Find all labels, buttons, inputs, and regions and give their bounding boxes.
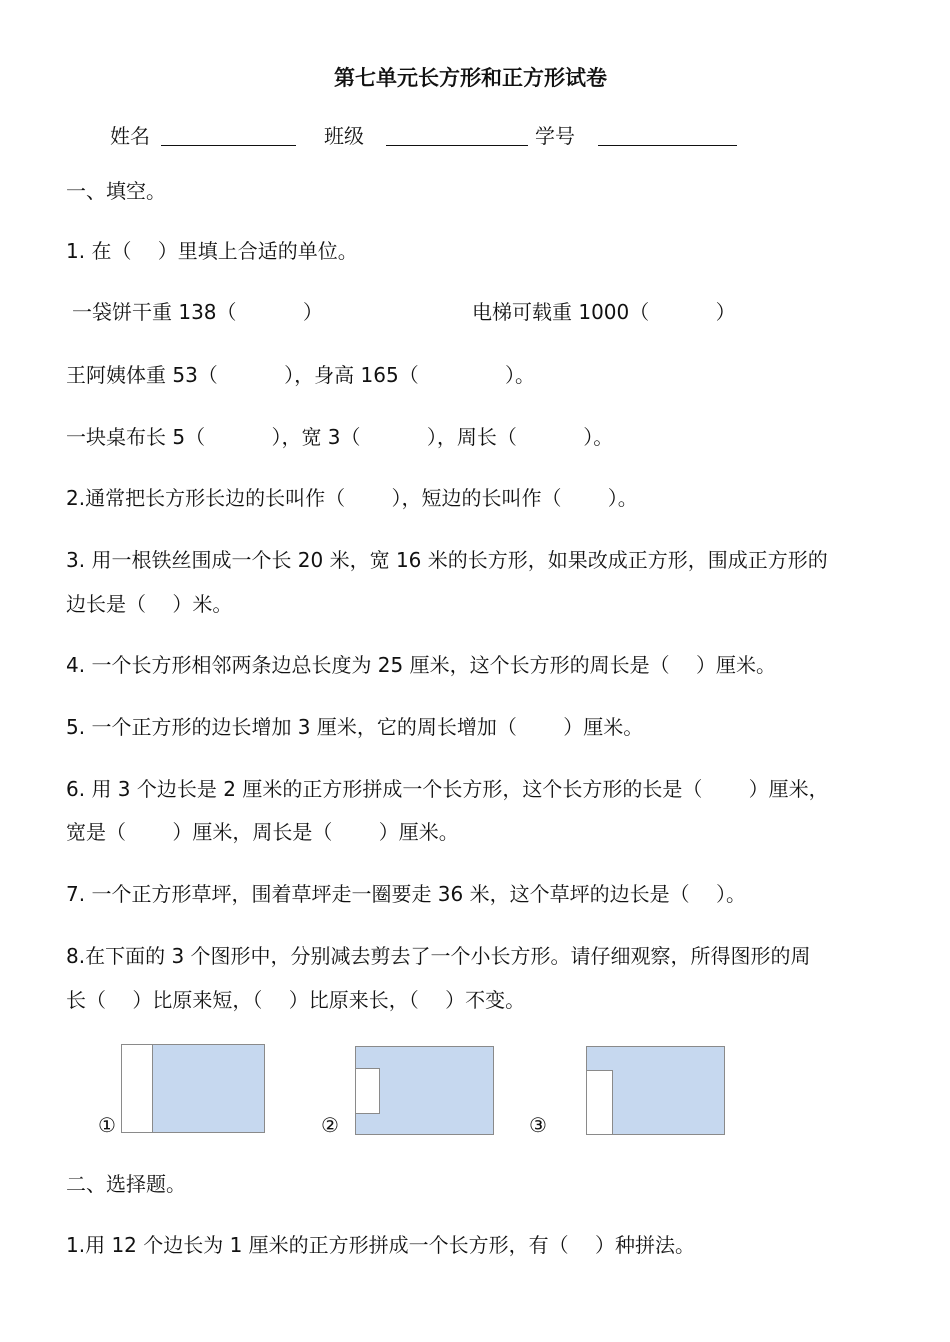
question-6-line-1: 6. 用 3 个边长是 2 厘米的正方形拼成一个长方形，这个长方形的长是（ ）厘米， [66, 777, 829, 801]
figure-1-cutout [121, 1044, 153, 1133]
question-1-line-c: 一块桌布长 5（ ），宽 3（ ），周长（ ）。 [66, 425, 614, 449]
choice-question-1: 1.用 12 个边长为 1 厘米的正方形拼成一个长方形，有（ ）种拼法。 [66, 1233, 696, 1257]
page-title: 第七单元长方形和正方形试卷 [334, 66, 607, 90]
question-7: 7. 一个正方形草坪，围着草坪走一圈要走 36 米，这个草坪的边长是（ ）。 [66, 882, 746, 906]
name-blank[interactable] [161, 145, 296, 146]
question-4: 4. 一个长方形相邻两条边总长度为 25 厘米，这个长方形的周长是（ ）厘米。 [66, 653, 776, 677]
question-8-line-2: 长（ ）比原来短，（ ）比原来长，（ ）不变。 [66, 988, 526, 1012]
student-id-label: 学号 [535, 124, 575, 148]
name-label: 姓名 [110, 124, 150, 148]
question-2: 2.通常把长方形长边的长叫作（ ），短边的长叫作（ ）。 [66, 486, 638, 510]
class-label: 班级 [324, 124, 364, 148]
student-id-blank[interactable] [598, 145, 737, 146]
question-3-line-2: 边长是（ ）米。 [66, 592, 233, 616]
question-1-prompt: 1. 在（ ）里填上合适的单位。 [66, 239, 358, 263]
question-1-line-b: 王阿姨体重 53（ ），身高 165（ ）。 [66, 363, 536, 387]
section-heading-multiple-choice: 二、选择题。 [66, 1172, 186, 1196]
class-blank[interactable] [386, 145, 528, 146]
figure-1-label: ① [98, 1113, 116, 1137]
figure-3-label: ③ [529, 1113, 547, 1137]
figure-3-cutout [586, 1070, 613, 1135]
question-3-line-1: 3. 用一根铁丝围成一个长 20 米，宽 16 米的长方形，如果改成正方形，围成正方形的 [66, 548, 828, 572]
question-6-line-2: 宽是（ ）厘米，周长是（ ）厘米。 [66, 820, 459, 844]
figure-2-cutout [355, 1068, 380, 1114]
section-heading-fill-in: 一、填空。 [66, 179, 166, 203]
question-5: 5. 一个正方形的边长增加 3 厘米，它的周长增加（ ）厘米。 [66, 715, 644, 739]
question-1-line-a-right: 电梯可载重 1000（ ） [472, 300, 736, 324]
question-1-line-a-left: 一袋饼干重 138（ ） [72, 300, 323, 324]
figure-2-label: ② [321, 1113, 339, 1137]
question-8-line-1: 8.在下面的 3 个图形中，分别减去剪去了一个小长方形。请仔细观察，所得图形的周 [66, 944, 811, 968]
